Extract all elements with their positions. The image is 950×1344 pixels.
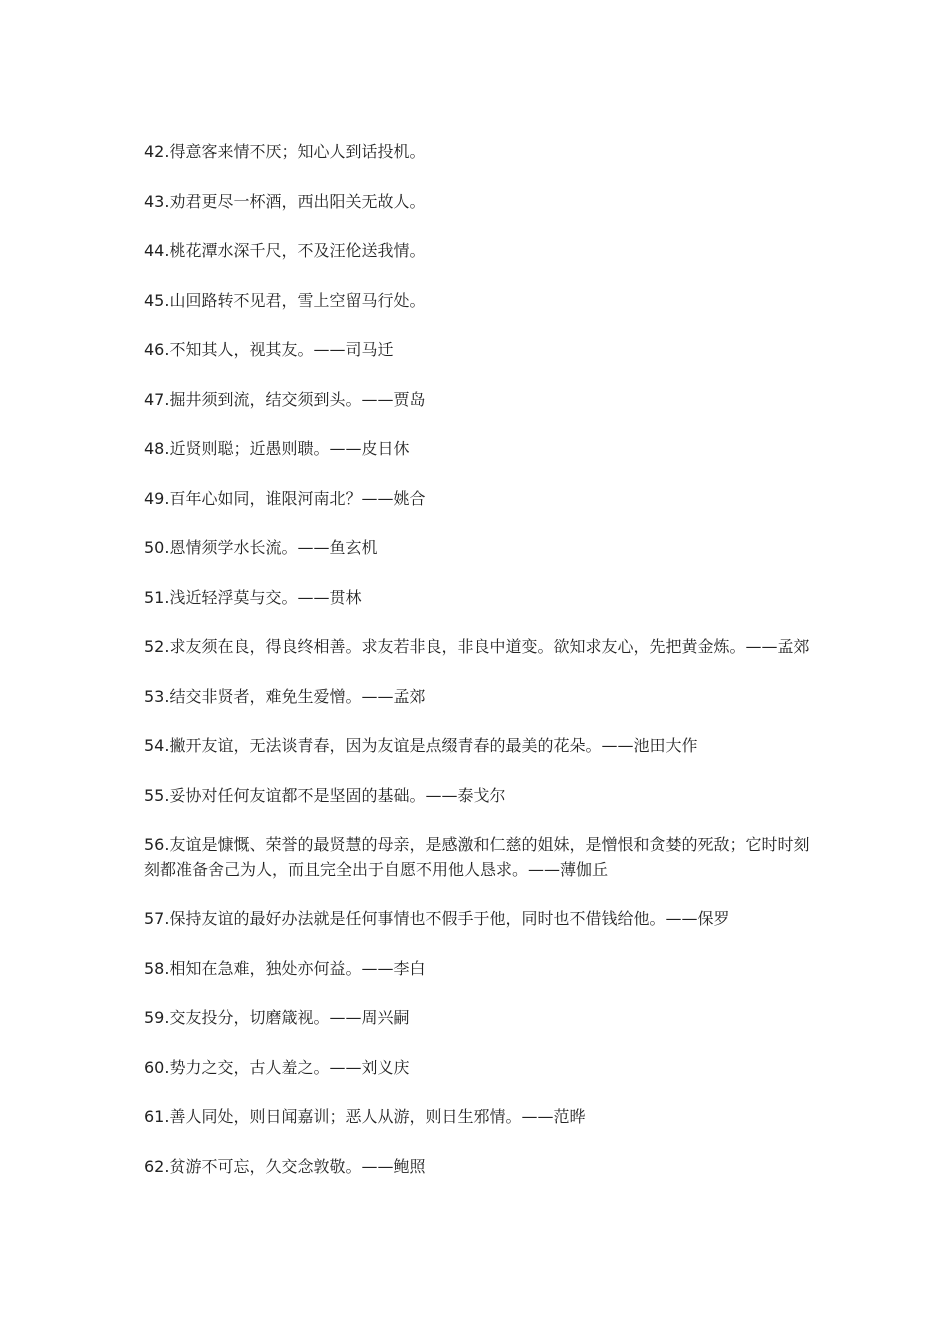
quote-item: 48.近贤则聪；近愚则聩。——皮日休 xyxy=(144,439,410,458)
quote-item: 60.势力之交，古人羞之。——刘义庆 xyxy=(144,1057,410,1077)
quote-list xyxy=(144,140,814,1204)
quote-item: 45.山回路转不见君，雪上空留马行处。 xyxy=(144,290,426,310)
quote-item: 57.保持友谊的最好办法就是任何事情也不假手于他，同时也不借钱给他。——保罗 xyxy=(144,909,730,928)
quote-item: 62.贫游不可忘，久交念敦敬。——鲍照 xyxy=(144,1156,426,1176)
quote-item: 59.交友投分，切磨箴视。——周兴嗣 xyxy=(144,1008,410,1027)
quote-item: 52.求友须在良，得良终相善。求友若非良，非良中道变。欲知求友心，先把黄金炼。——孟郊 xyxy=(144,637,810,656)
quote-item: 54.撇开友谊，无法谈青春，因为友谊是点缀青春的最美的花朵。——池田大作 xyxy=(144,736,698,755)
quote-item: 61.善人同处，则日闻嘉训；恶人从游，则日生邪情。——范晔 xyxy=(144,1107,586,1126)
quote-item: 51.浅近轻浮莫与交。——贯林 xyxy=(144,587,362,607)
quote-item: 55.妥协对任何友谊都不是坚固的基础。——泰戈尔 xyxy=(144,785,506,805)
quote-item: 58.相知在急难，独处亦何益。——李白 xyxy=(144,958,426,978)
quote-item: 49.百年心如同，谁限河南北？——姚合 xyxy=(144,488,426,508)
quote-item: 42.得意客来情不厌；知心人到话投机。 xyxy=(144,142,426,161)
quote-item: 47.掘井须到流，结交须到头。——贾岛 xyxy=(144,389,426,409)
quote-item: 56.友谊是慷慨、荣誉的最贤慧的母亲，是感激和仁慈的姐妹，是憎恨和贪婪的死敌；它时时刻刻都准备舍己为人，而且完全出于自愿不用他人恳求。——薄伽丘 xyxy=(144,835,810,879)
quote-item: 46.不知其人，视其友。——司马迁 xyxy=(144,340,394,359)
quote-item: 50.恩情须学水长流。——鱼玄机 xyxy=(144,538,378,557)
quote-item: 43.劝君更尽一杯酒，西出阳关无故人。 xyxy=(144,191,426,211)
quote-item: 53.结交非贤者，难免生爱憎。——孟郊 xyxy=(144,686,426,706)
quote-item: 44.桃花潭水深千尺，不及汪伦送我情。 xyxy=(144,241,426,260)
